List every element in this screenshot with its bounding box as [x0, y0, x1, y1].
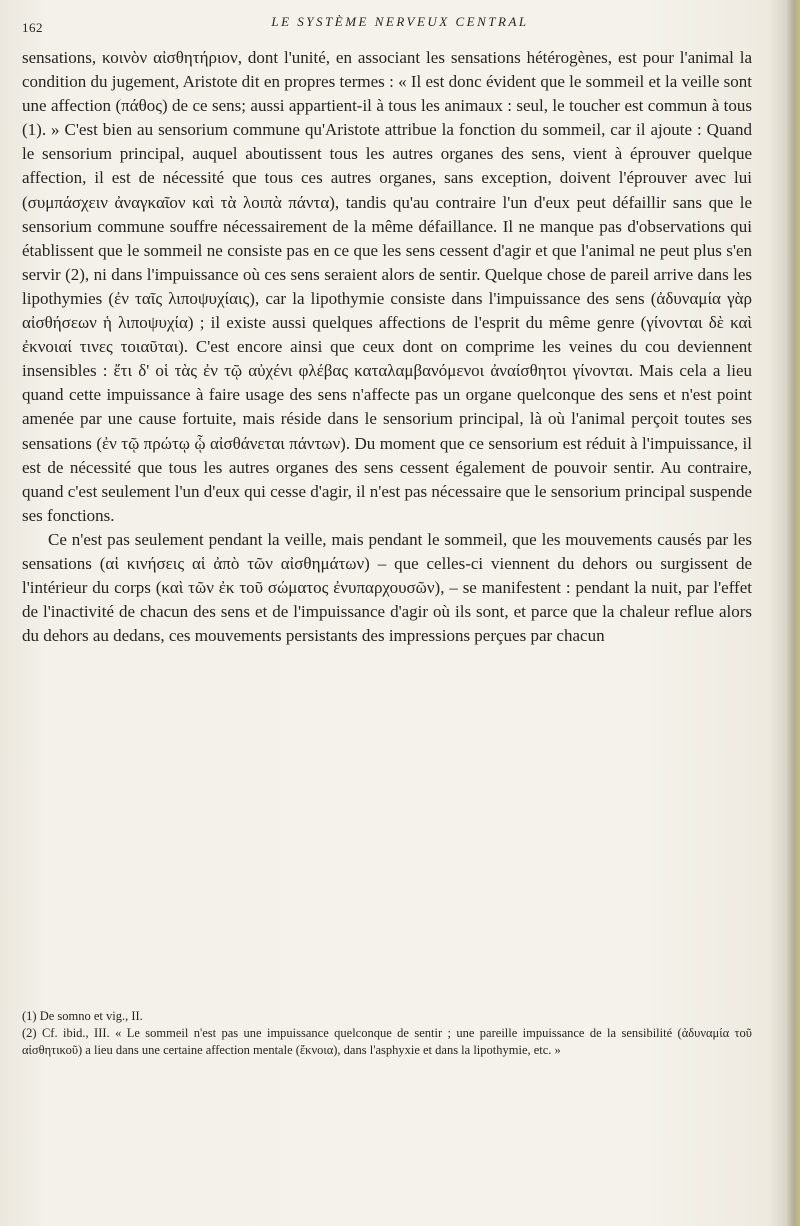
footnotes	[22, 1008, 752, 1059]
page-number: 162	[22, 20, 43, 35]
running-head: LE SYSTÈME NERVEUX CENTRAL	[271, 14, 529, 29]
footnote-2: (2) Cf. ibid., III. « Le sommeil n'est pas une impuissance quelconque de sentir ; une pareille impuissance de la sensibilité (ἀδυναμία τοῦ αἰσθητικοῦ) a lieu dans une certaine affection mentale (ἔκνοια), dans l'asphyxie et dans la lipothymie, etc. »	[22, 1026, 752, 1057]
page-spine-shadow	[786, 0, 800, 1226]
paragraph-2: Ce n'est pas seulement pendant la veille, mais pendant le sommeil, que les mouvements causés par les sensations (αἱ κινήσεις αἱ ἀπὸ τῶν αἰσθημάτων) – que celles-ci viennent du dehors ou surgissent de l'intérieur du corps (καὶ τῶν ἐκ τοῦ σώματος ἐνυπαρχουσῶν), – se manifestent : pendant la nuit, par l'effet de l'inactivité de chacun des sens et de l'impuissance d'agir où ils sont, et parce que la chaleur reflue alors du dehors au dedans, ces mouvements persistants des impressions perçues par chacun	[22, 529, 752, 646]
footnote-1: (1) De somno et vig., II.	[22, 1009, 143, 1023]
paragraph-1: sensations, κοινὸν αἰσθητήριον, dont l'unité, en associant les sensations hétérogènes, est pour l'animal la condition du jugement, Aristote dit en propres termes : « Il est donc évident que le sommeil et la veille sont une affection (πάθος) de ce sens; aussi appartient-il à tous les animaux : seul, le toucher est commun à tous (1). » C'est bien au sensorium commune qu'Aristote attribue la fonction du sommeil, car il ajoute : Quand le sensorium principal, auquel aboutissent tous les autres organes des sens, vient à éprouver quelque affection, il est de nécessité que tous ces autres organes, sans exception, doivent l'éprouver avec lui (συμπάσχειν ἀναγκαῖον καὶ τὰ λοιπὰ πάντα), tandis qu'au contraire l'un d'eux peut défaillir sans que le sensorium commune souffre nécessairement de la même défaillance. Il ne manque pas d'observations qui établissent que le sommeil ne consiste pas en ce que les sens cessent d'agir et que l'animal ne peut plus s'en servir (2), ni dans l'impuissance où ces sens seraient alors de sentir. Quelque chose de pareil arrive dans les lipothymies (ἐν ταῖς λιποψυχίαις), car la lipothymie consiste dans l'impuissance des sens (ἀδυναμία γὰρ αἰσθήσεων ἡ λιποψυχία) ; il existe aussi quelques affections de l'esprit du même genre (γίνονται δὲ καὶ ἐκνοιαί τινες τοιαῦται). C'est encore ainsi que ceux dont on comprime les veines du cou deviennent insensibles : ἔτι δ' οἱ τὰς ἐν τῷ αὐχένι φλέβας καταλαμβανόμενοι ἀναίσθητοι γίνονται. Mais cela a lieu quand cette impuissance à faire usage des sens n'affecte pas un organe quelconque des sens et n'est point amenée par une cause fortuite, mais réside dans le sensorium principal, là où l'animal perçoit toutes ses sensations (ἐν τῷ πρώτῳ ᾧ αἰσθάνεται πάντων). Du moment que ce sensorium est réduit à l'impuissance, il est de nécessité que tous les autres organes des sens cessent également de pouvoir sentir. Au contraire, quand c'est seulement l'un d'eux qui cesse d'agir, il n'est pas nécessaire que le sensorium principal suspende ses fonctions.	[22, 48, 752, 525]
main-text	[22, 46, 752, 648]
